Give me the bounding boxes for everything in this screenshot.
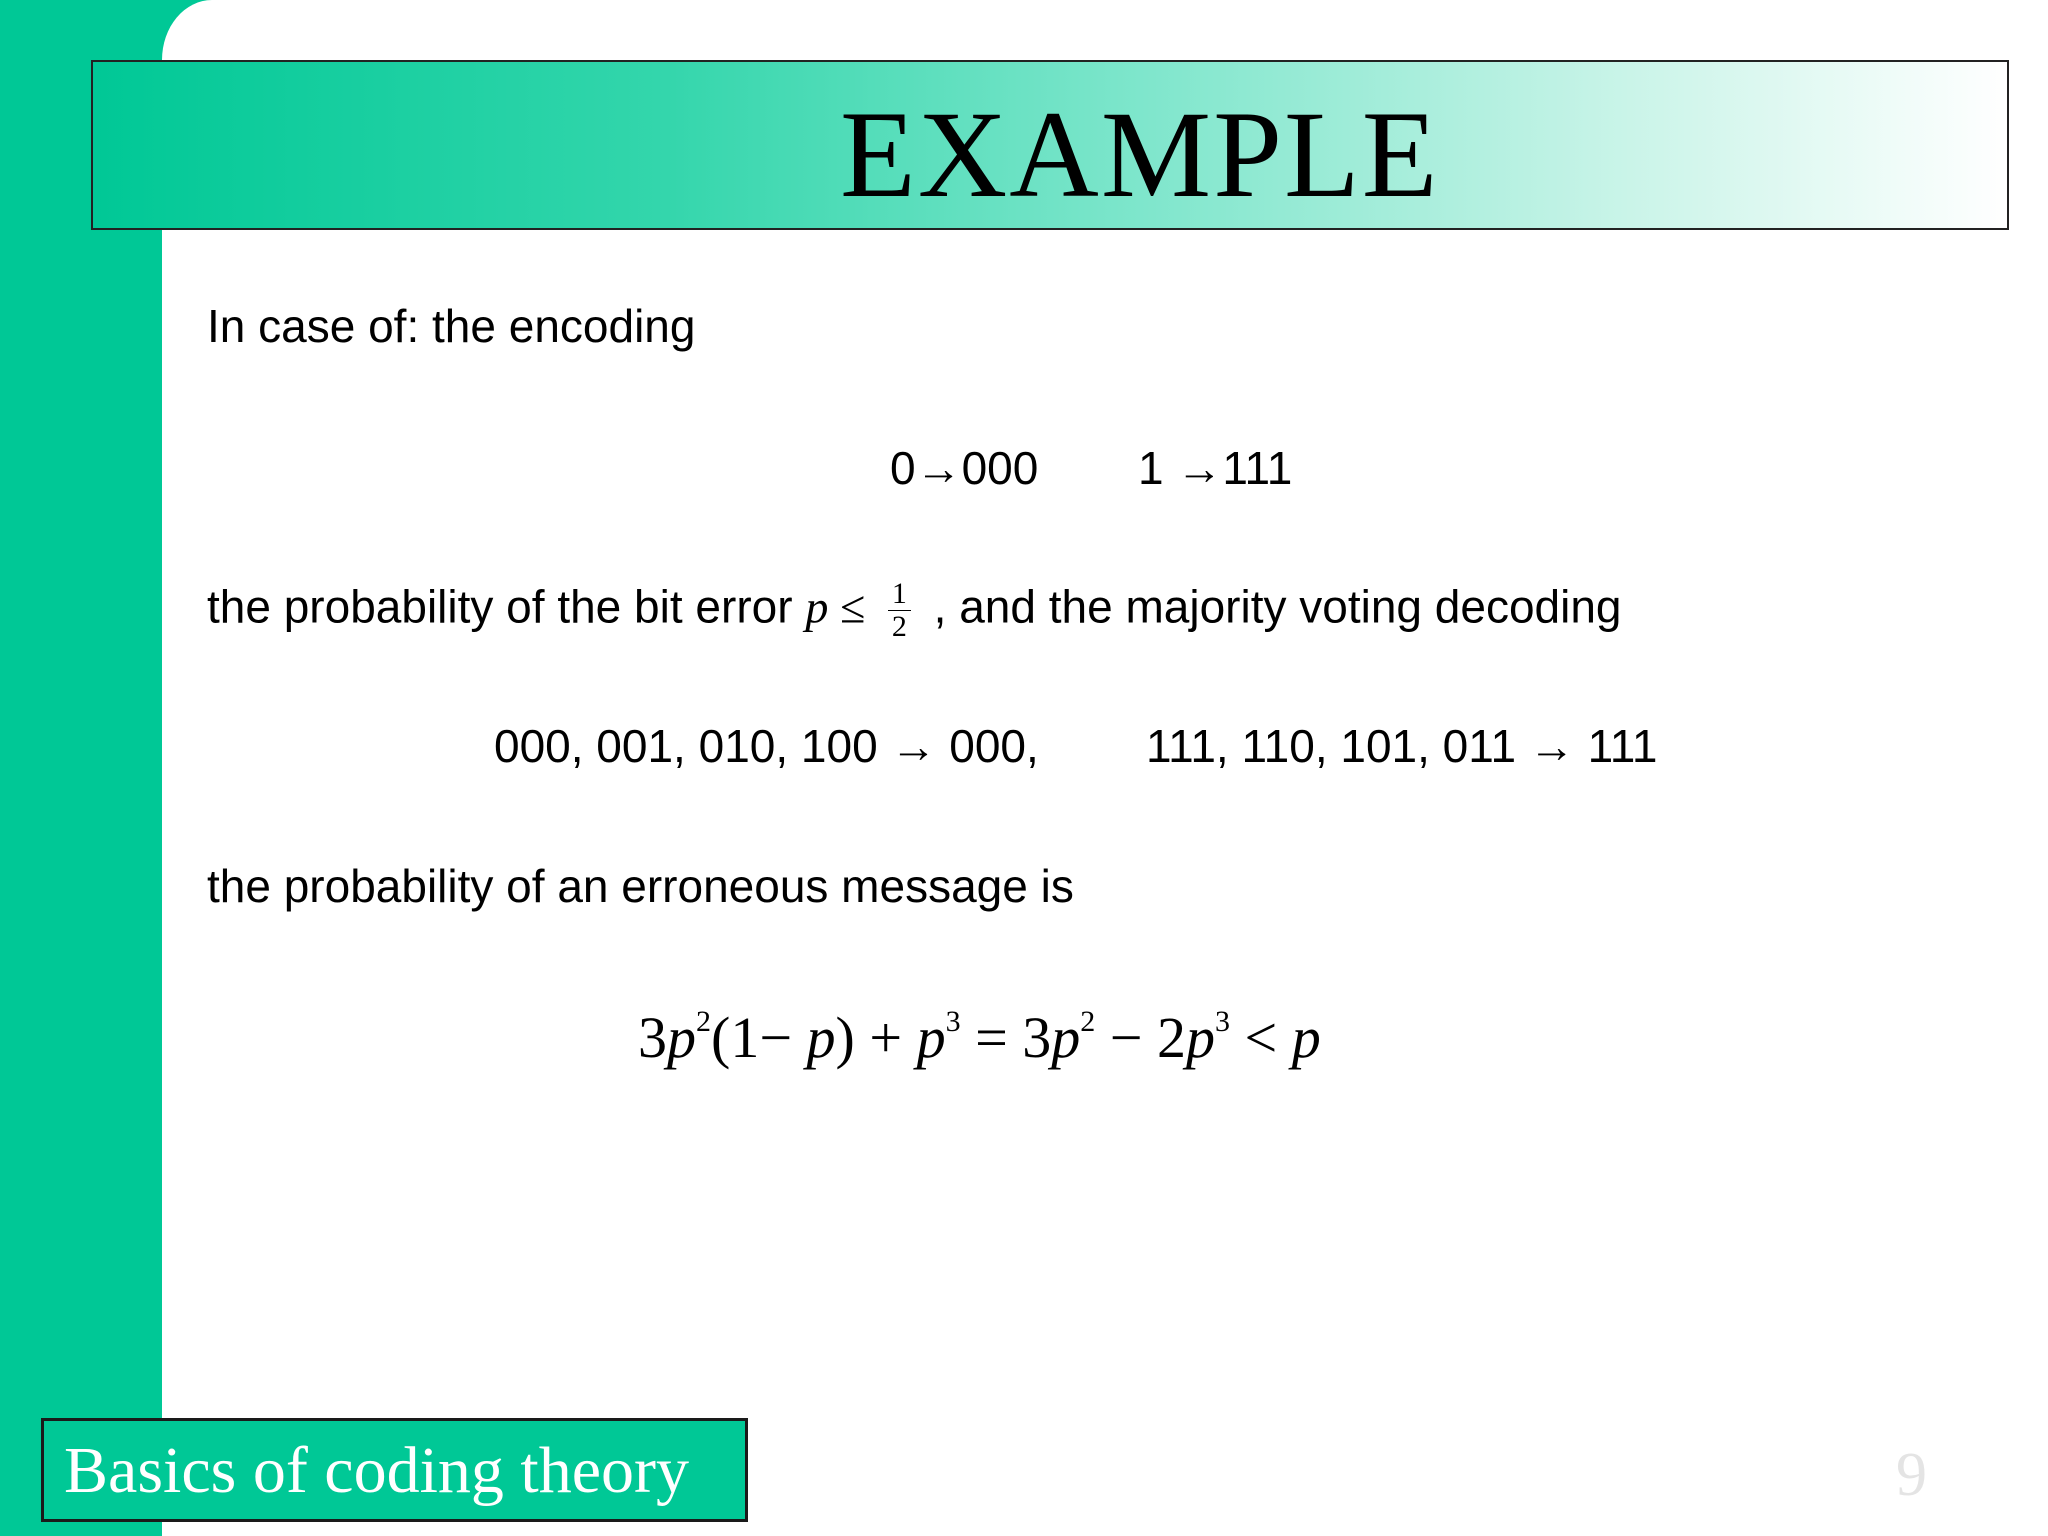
formula-exponent: 2 bbox=[1080, 1005, 1096, 1038]
formula-term: ) + bbox=[835, 1005, 917, 1070]
formula-variable: p bbox=[1051, 1005, 1081, 1070]
bit-error-suffix: , and the majority voting decoding bbox=[933, 580, 1622, 633]
decoding-to-zero: 000, 001, 010, 100 → 000, bbox=[494, 720, 1039, 772]
footer-title: Basics of coding theory bbox=[64, 1434, 690, 1507]
slide-title: EXAMPLE bbox=[840, 86, 1440, 223]
bit-error-variable: p ≤ bbox=[805, 581, 866, 633]
formula-term: = 3 bbox=[960, 1005, 1052, 1070]
fraction-numerator: 1 bbox=[888, 578, 911, 611]
left-accent-bar bbox=[0, 0, 162, 1536]
formula-term: (1− bbox=[711, 1005, 807, 1070]
footer-banner bbox=[41, 1418, 748, 1522]
formula-variable: p bbox=[806, 1005, 836, 1070]
intro-line: In case of: the encoding bbox=[207, 300, 696, 352]
bit-error-prefix: the probability of the bit error bbox=[207, 580, 806, 633]
formula-exponent: 2 bbox=[696, 1005, 711, 1038]
erroneous-message-line: the probability of an erroneous message is bbox=[207, 860, 1074, 912]
formula-term: − 2 bbox=[1095, 1005, 1186, 1070]
encoding-zero: 0→000 bbox=[890, 442, 1039, 494]
formula-variable: p bbox=[916, 1005, 946, 1070]
formula-variable: p bbox=[667, 1005, 696, 1070]
encoding-one: 1 →111 bbox=[1138, 442, 1293, 494]
one-half-fraction bbox=[888, 578, 911, 643]
corner-curve-decoration bbox=[162, 0, 212, 60]
formula-variable: p bbox=[1291, 1005, 1321, 1070]
error-probability-formula bbox=[638, 1004, 1321, 1071]
bit-error-line bbox=[207, 578, 1622, 643]
formula-exponent: 3 bbox=[945, 1005, 961, 1038]
page-number: 9 bbox=[1896, 1441, 1927, 1509]
formula-term: < bbox=[1230, 1005, 1292, 1070]
formula-variable: p bbox=[1186, 1005, 1215, 1070]
fraction-denominator: 2 bbox=[891, 610, 907, 643]
formula-term: 3 bbox=[638, 1005, 667, 1070]
decoding-to-one: 111, 110, 101, 011 → 111 bbox=[1146, 720, 1658, 772]
formula-exponent: 3 bbox=[1215, 1005, 1230, 1038]
